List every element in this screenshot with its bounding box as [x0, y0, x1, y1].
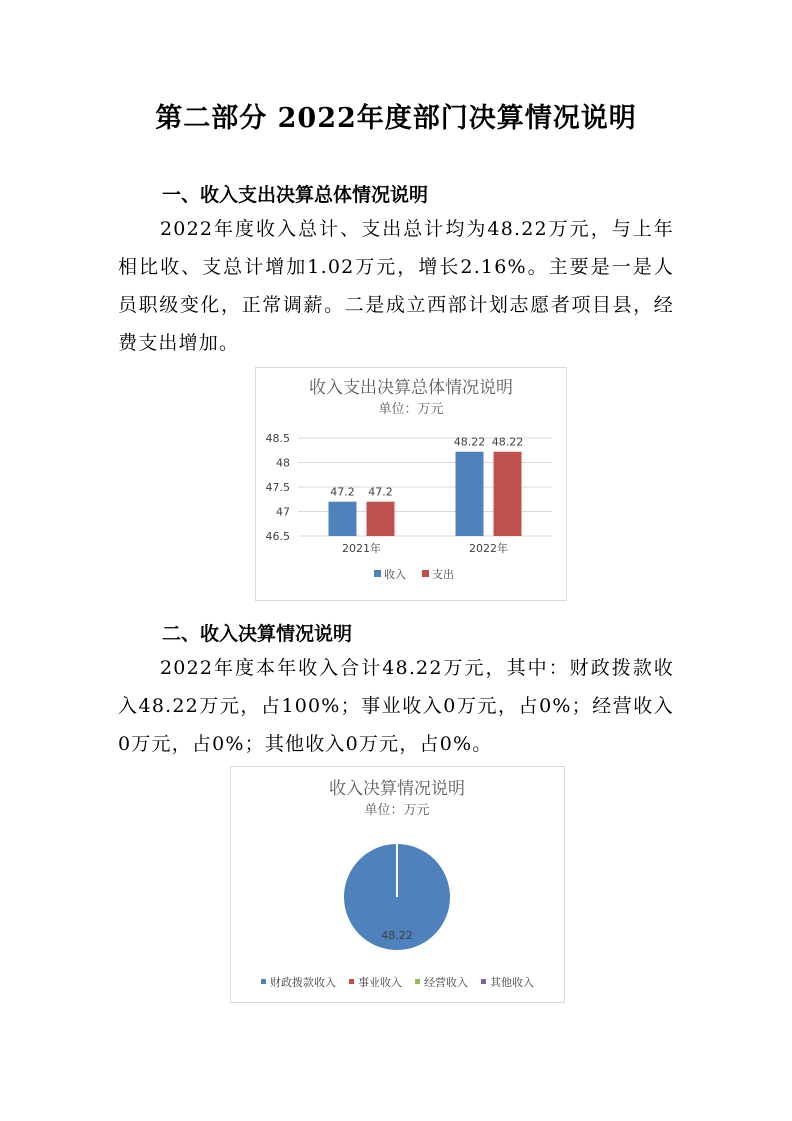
bar-支出	[367, 502, 395, 536]
legend-swatch	[422, 570, 429, 577]
section-heading-overview: 一、收入支出决算总体情况说明	[162, 184, 429, 206]
bar-value-label: 47.2	[368, 485, 393, 499]
legend-label: 其他收入	[490, 976, 534, 989]
section-heading-income: 二、收入决算情况说明	[162, 623, 353, 645]
pie-chart-title: 收入决算情况说明	[329, 779, 465, 799]
bar-value-label: 48.22	[491, 435, 524, 449]
legend-swatch	[261, 979, 266, 984]
bar-收入	[456, 452, 484, 536]
bar-value-label: 48.22	[453, 435, 486, 449]
y-tick-label: 48	[276, 456, 290, 470]
bar-chart-panel	[255, 367, 567, 601]
pie-value-label: 48.22	[381, 929, 413, 942]
bar-收入	[329, 502, 357, 536]
page-title: 第二部分 2022年度部门决算情况说明	[155, 103, 637, 134]
bar-value-label: 47.2	[330, 485, 355, 499]
y-tick-label: 48.5	[265, 432, 290, 445]
pie-chart-subtitle: 单位：万元	[364, 803, 430, 818]
income-paragraph: 2022年度本年收入合计48.22万元，其中：财政拨款收入48.22万元，占100%；事业收入0万元，占0%；经营收入0万元，占0%；其他收入0万元，占0%。	[118, 657, 674, 755]
x-tick-label: 2022年	[469, 542, 508, 555]
y-tick-label: 47.5	[265, 481, 290, 494]
bar-chart-title: 收入支出决算总体情况说明	[309, 378, 513, 398]
legend-label: 支出	[432, 568, 454, 581]
legend-label: 经营收入	[424, 976, 468, 989]
legend-swatch	[481, 979, 486, 984]
x-tick-label: 2021年	[342, 542, 381, 555]
legend-label: 事业收入	[358, 976, 402, 989]
bar-支出	[494, 452, 522, 536]
overview-paragraph: 2022年度收入总计、支出总计均为48.22万元，与上年相比收、支总计增加1.02万元，增长2.16%。主要是一是人员职级变化，正常调薪。二是成立西部计划志愿者项目县，经费支出增加。	[118, 218, 674, 354]
income-pie-chart	[231, 767, 564, 1002]
legend-swatch	[349, 979, 354, 984]
income-expense-bar-chart	[256, 368, 566, 600]
legend-swatch	[374, 570, 381, 577]
y-tick-label: 46.5	[265, 530, 290, 543]
bar-chart-subtitle: 单位：万元	[378, 402, 444, 417]
legend-label: 收入	[384, 568, 406, 581]
legend-label: 财政拨款收入	[270, 976, 336, 989]
y-tick-label: 47	[276, 505, 290, 519]
pie-chart-panel	[230, 766, 565, 1003]
legend-swatch	[415, 979, 420, 984]
